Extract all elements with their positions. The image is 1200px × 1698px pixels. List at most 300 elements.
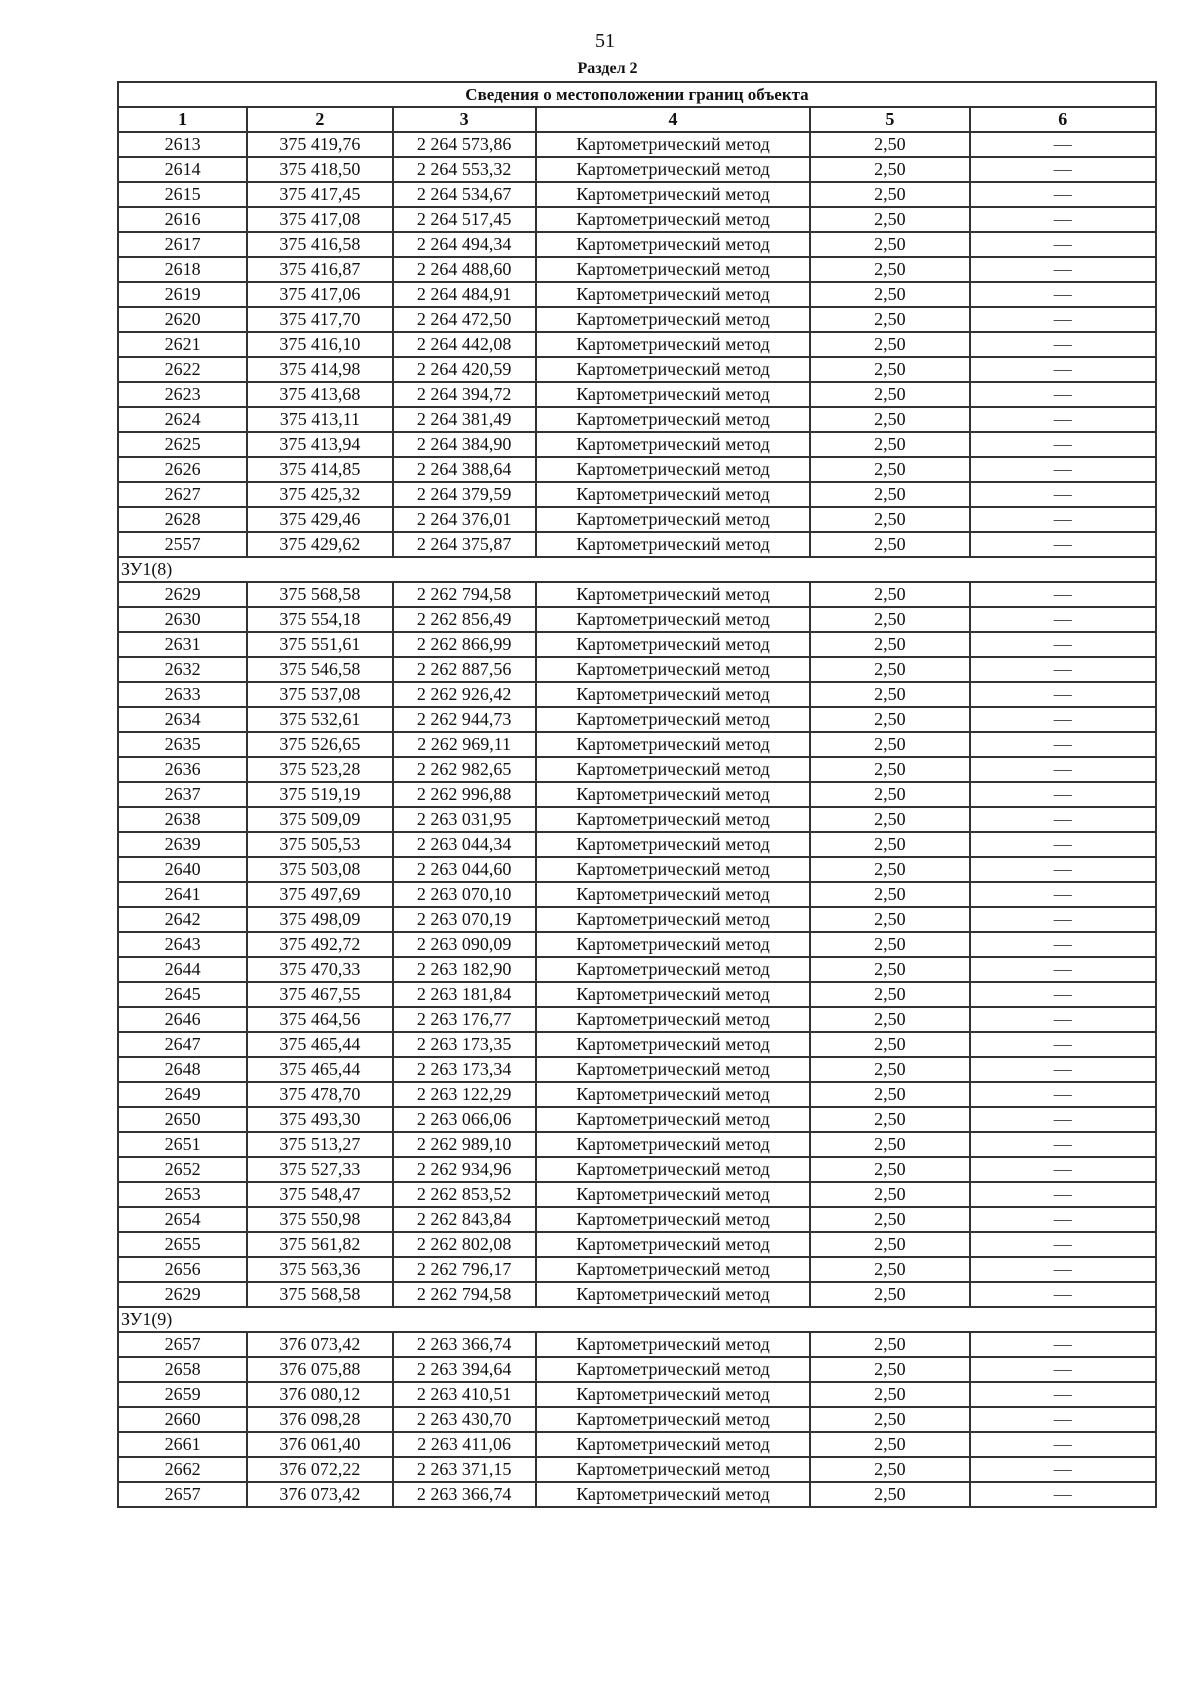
table-row <box>118 1457 1156 1482</box>
accuracy-cell: 2,50 <box>810 307 969 332</box>
table-row <box>118 657 1156 682</box>
description-cell: — <box>970 457 1156 482</box>
table-row <box>118 1257 1156 1282</box>
description-cell: — <box>970 1432 1156 1457</box>
method-cell: Картометрический метод <box>536 1282 811 1307</box>
table-row <box>118 732 1156 757</box>
description-cell: — <box>970 1232 1156 1257</box>
method-cell: Картометрический метод <box>536 482 811 507</box>
point-number-cell: 2656 <box>118 1257 247 1282</box>
accuracy-cell: 2,50 <box>810 332 969 357</box>
accuracy-cell: 2,50 <box>810 757 969 782</box>
description-cell: — <box>970 1457 1156 1482</box>
x-coordinate-cell: 376 072,22 <box>247 1457 392 1482</box>
accuracy-cell: 2,50 <box>810 1232 969 1257</box>
point-number-cell: 2659 <box>118 1382 247 1407</box>
x-coordinate-cell: 375 497,69 <box>247 882 392 907</box>
description-cell: — <box>970 757 1156 782</box>
x-coordinate-cell: 375 414,85 <box>247 457 392 482</box>
x-coordinate-cell: 375 465,44 <box>247 1032 392 1057</box>
parcel-group-row <box>118 557 1156 582</box>
accuracy-cell: 2,50 <box>810 682 969 707</box>
x-coordinate-cell: 375 498,09 <box>247 907 392 932</box>
table-row <box>118 1007 1156 1032</box>
y-coordinate-cell: 2 263 066,06 <box>393 1107 536 1132</box>
point-number-cell: 2620 <box>118 307 247 332</box>
point-number-cell: 2651 <box>118 1132 247 1157</box>
accuracy-cell: 2,50 <box>810 157 969 182</box>
table-row <box>118 157 1156 182</box>
description-cell: — <box>970 157 1156 182</box>
column-header: 5 <box>810 107 969 132</box>
y-coordinate-cell: 2 264 442,08 <box>393 332 536 357</box>
y-coordinate-cell: 2 264 394,72 <box>393 382 536 407</box>
x-coordinate-cell: 375 464,56 <box>247 1007 392 1032</box>
description-cell: — <box>970 1482 1156 1507</box>
x-coordinate-cell: 376 073,42 <box>247 1332 392 1357</box>
point-number-cell: 2640 <box>118 857 247 882</box>
description-cell: — <box>970 682 1156 707</box>
y-coordinate-cell: 2 262 856,49 <box>393 607 536 632</box>
description-cell: — <box>970 1357 1156 1382</box>
accuracy-cell: 2,50 <box>810 707 969 732</box>
point-number-cell: 2638 <box>118 807 247 832</box>
table-row <box>118 982 1156 1007</box>
y-coordinate-cell: 2 264 488,60 <box>393 257 536 282</box>
description-cell: — <box>970 1207 1156 1232</box>
description-cell: — <box>970 332 1156 357</box>
method-cell: Картометрический метод <box>536 957 811 982</box>
x-coordinate-cell: 375 523,28 <box>247 757 392 782</box>
description-cell: — <box>970 982 1156 1007</box>
method-cell: Картометрический метод <box>536 157 811 182</box>
accuracy-cell: 2,50 <box>810 1182 969 1207</box>
table-row <box>118 182 1156 207</box>
y-coordinate-cell: 2 262 794,58 <box>393 582 536 607</box>
description-cell: — <box>970 632 1156 657</box>
point-number-cell: 2634 <box>118 707 247 732</box>
table-row <box>118 1357 1156 1382</box>
y-coordinate-cell: 2 264 375,87 <box>393 532 536 557</box>
method-cell: Картометрический метод <box>536 457 811 482</box>
method-cell: Картометрический метод <box>536 1432 811 1457</box>
method-cell: Картометрический метод <box>536 1107 811 1132</box>
table-row <box>118 1032 1156 1057</box>
method-cell: Картометрический метод <box>536 532 811 557</box>
point-number-cell: 2614 <box>118 157 247 182</box>
y-coordinate-cell: 2 264 553,32 <box>393 157 536 182</box>
x-coordinate-cell: 375 554,18 <box>247 607 392 632</box>
table-row <box>118 1232 1156 1257</box>
table-row <box>118 1382 1156 1407</box>
point-number-cell: 2649 <box>118 1082 247 1107</box>
x-coordinate-cell: 375 416,87 <box>247 257 392 282</box>
accuracy-cell: 2,50 <box>810 432 969 457</box>
description-cell: — <box>970 1282 1156 1307</box>
method-cell: Картометрический метод <box>536 732 811 757</box>
description-cell: — <box>970 1182 1156 1207</box>
y-coordinate-cell: 2 262 843,84 <box>393 1207 536 1232</box>
method-cell: Картометрический метод <box>536 1457 811 1482</box>
method-cell: Картометрический метод <box>536 232 811 257</box>
point-number-cell: 2658 <box>118 1357 247 1382</box>
table-row <box>118 1107 1156 1132</box>
y-coordinate-cell: 2 264 388,64 <box>393 457 536 482</box>
description-cell: — <box>970 932 1156 957</box>
table-row <box>118 957 1156 982</box>
method-cell: Картометрический метод <box>536 582 811 607</box>
description-cell: — <box>970 507 1156 532</box>
method-cell: Картометрический метод <box>536 132 811 157</box>
column-header: 4 <box>536 107 811 132</box>
point-number-cell: 2646 <box>118 1007 247 1032</box>
y-coordinate-cell: 2 262 926,42 <box>393 682 536 707</box>
description-cell: — <box>970 182 1156 207</box>
y-coordinate-cell: 2 263 173,35 <box>393 1032 536 1057</box>
y-coordinate-cell: 2 263 181,84 <box>393 982 536 1007</box>
y-coordinate-cell: 2 264 534,67 <box>393 182 536 207</box>
accuracy-cell: 2,50 <box>810 1057 969 1082</box>
table-caption: Сведения о местоположении границ объекта <box>118 82 1156 107</box>
point-number-cell: 2654 <box>118 1207 247 1232</box>
method-cell: Картометрический метод <box>536 1082 811 1107</box>
x-coordinate-cell: 375 493,30 <box>247 1107 392 1132</box>
point-number-cell: 2636 <box>118 757 247 782</box>
x-coordinate-cell: 375 478,70 <box>247 1082 392 1107</box>
method-cell: Картометрический метод <box>536 1207 811 1232</box>
method-cell: Картометрический метод <box>536 382 811 407</box>
description-cell: — <box>970 207 1156 232</box>
description-cell: — <box>970 482 1156 507</box>
point-number-cell: 2660 <box>118 1407 247 1432</box>
method-cell: Картометрический метод <box>536 182 811 207</box>
y-coordinate-cell: 2 262 802,08 <box>393 1232 536 1257</box>
point-number-cell: 2627 <box>118 482 247 507</box>
x-coordinate-cell: 376 061,40 <box>247 1432 392 1457</box>
accuracy-cell: 2,50 <box>810 1207 969 1232</box>
x-coordinate-cell: 375 526,65 <box>247 732 392 757</box>
x-coordinate-cell: 375 509,09 <box>247 807 392 832</box>
accuracy-cell: 2,50 <box>810 532 969 557</box>
x-coordinate-cell: 375 417,70 <box>247 307 392 332</box>
method-cell: Картометрический метод <box>536 1007 811 1032</box>
description-cell: — <box>970 357 1156 382</box>
table-row <box>118 132 1156 157</box>
x-coordinate-cell: 375 568,58 <box>247 1282 392 1307</box>
column-number-row <box>118 107 1156 132</box>
table-row <box>118 607 1156 632</box>
x-coordinate-cell: 375 417,06 <box>247 282 392 307</box>
method-cell: Картометрический метод <box>536 632 811 657</box>
y-coordinate-cell: 2 262 794,58 <box>393 1282 536 1307</box>
point-number-cell: 2662 <box>118 1457 247 1482</box>
x-coordinate-cell: 375 416,10 <box>247 332 392 357</box>
method-cell: Картометрический метод <box>536 1032 811 1057</box>
description-cell: — <box>970 807 1156 832</box>
method-cell: Картометрический метод <box>536 907 811 932</box>
table-row <box>118 882 1156 907</box>
table-row <box>118 907 1156 932</box>
x-coordinate-cell: 376 098,28 <box>247 1407 392 1432</box>
y-coordinate-cell: 2 262 934,96 <box>393 1157 536 1182</box>
description-cell: — <box>970 1257 1156 1282</box>
x-coordinate-cell: 375 419,76 <box>247 132 392 157</box>
method-cell: Картометрический метод <box>536 1382 811 1407</box>
point-number-cell: 2641 <box>118 882 247 907</box>
description-cell: — <box>970 132 1156 157</box>
point-number-cell: 2642 <box>118 907 247 932</box>
table-row <box>118 232 1156 257</box>
method-cell: Картометрический метод <box>536 782 811 807</box>
x-coordinate-cell: 375 550,98 <box>247 1207 392 1232</box>
method-cell: Картометрический метод <box>536 1157 811 1182</box>
x-coordinate-cell: 375 551,61 <box>247 632 392 657</box>
y-coordinate-cell: 2 264 484,91 <box>393 282 536 307</box>
accuracy-cell: 2,50 <box>810 207 969 232</box>
accuracy-cell: 2,50 <box>810 1032 969 1057</box>
description-cell: — <box>970 707 1156 732</box>
column-header: 1 <box>118 107 247 132</box>
description-cell: — <box>970 782 1156 807</box>
point-number-cell: 2639 <box>118 832 247 857</box>
point-number-cell: 2635 <box>118 732 247 757</box>
description-cell: — <box>970 857 1156 882</box>
table-row <box>118 432 1156 457</box>
point-number-cell: 2653 <box>118 1182 247 1207</box>
x-coordinate-cell: 376 080,12 <box>247 1382 392 1407</box>
description-cell: — <box>970 407 1156 432</box>
point-number-cell: 2626 <box>118 457 247 482</box>
table-row <box>118 307 1156 332</box>
method-cell: Картометрический метод <box>536 307 811 332</box>
x-coordinate-cell: 375 467,55 <box>247 982 392 1007</box>
method-cell: Картометрический метод <box>536 1482 811 1507</box>
y-coordinate-cell: 2 263 176,77 <box>393 1007 536 1032</box>
table-row <box>118 457 1156 482</box>
table-row <box>118 1332 1156 1357</box>
y-coordinate-cell: 2 263 411,06 <box>393 1432 536 1457</box>
description-cell: — <box>970 1407 1156 1432</box>
accuracy-cell: 2,50 <box>810 1382 969 1407</box>
point-number-cell: 2615 <box>118 182 247 207</box>
y-coordinate-cell: 2 263 182,90 <box>393 957 536 982</box>
y-coordinate-cell: 2 262 866,99 <box>393 632 536 657</box>
description-cell: — <box>970 582 1156 607</box>
point-number-cell: 2657 <box>118 1332 247 1357</box>
x-coordinate-cell: 375 418,50 <box>247 157 392 182</box>
description-cell: — <box>970 1107 1156 1132</box>
table-body <box>118 132 1156 1507</box>
description-cell: — <box>970 907 1156 932</box>
point-number-cell: 2613 <box>118 132 247 157</box>
page-number: 51 <box>595 30 615 52</box>
point-number-cell: 2621 <box>118 332 247 357</box>
method-cell: Картометрический метод <box>536 757 811 782</box>
accuracy-cell: 2,50 <box>810 1282 969 1307</box>
table-row <box>118 1407 1156 1432</box>
method-cell: Картометрический метод <box>536 682 811 707</box>
table-row <box>118 532 1156 557</box>
point-number-cell: 2644 <box>118 957 247 982</box>
x-coordinate-cell: 376 075,88 <box>247 1357 392 1382</box>
table-row <box>118 782 1156 807</box>
table-row <box>118 807 1156 832</box>
method-cell: Картометрический метод <box>536 607 811 632</box>
method-cell: Картометрический метод <box>536 507 811 532</box>
y-coordinate-cell: 2 263 044,34 <box>393 832 536 857</box>
table-row <box>118 282 1156 307</box>
method-cell: Картометрический метод <box>536 282 811 307</box>
x-coordinate-cell: 375 413,11 <box>247 407 392 432</box>
accuracy-cell: 2,50 <box>810 882 969 907</box>
table-row <box>118 757 1156 782</box>
method-cell: Картометрический метод <box>536 407 811 432</box>
accuracy-cell: 2,50 <box>810 632 969 657</box>
y-coordinate-cell: 2 262 944,73 <box>393 707 536 732</box>
method-cell: Картометрический метод <box>536 882 811 907</box>
method-cell: Картометрический метод <box>536 257 811 282</box>
point-number-cell: 2616 <box>118 207 247 232</box>
table-row <box>118 407 1156 432</box>
description-cell: — <box>970 432 1156 457</box>
method-cell: Картометрический метод <box>536 982 811 1007</box>
y-coordinate-cell: 2 262 887,56 <box>393 657 536 682</box>
x-coordinate-cell: 375 561,82 <box>247 1232 392 1257</box>
accuracy-cell: 2,50 <box>810 957 969 982</box>
x-coordinate-cell: 375 417,08 <box>247 207 392 232</box>
description-cell: — <box>970 882 1156 907</box>
point-number-cell: 2645 <box>118 982 247 1007</box>
x-coordinate-cell: 375 465,44 <box>247 1057 392 1082</box>
table-row <box>118 932 1156 957</box>
y-coordinate-cell: 2 262 796,17 <box>393 1257 536 1282</box>
description-cell: — <box>970 532 1156 557</box>
accuracy-cell: 2,50 <box>810 407 969 432</box>
accuracy-cell: 2,50 <box>810 1157 969 1182</box>
point-number-cell: 2624 <box>118 407 247 432</box>
x-coordinate-cell: 375 568,58 <box>247 582 392 607</box>
table-row <box>118 857 1156 882</box>
description-cell: — <box>970 1057 1156 1082</box>
table-row <box>118 207 1156 232</box>
point-number-cell: 2629 <box>118 582 247 607</box>
y-coordinate-cell: 2 263 044,60 <box>393 857 536 882</box>
method-cell: Картометрический метод <box>536 1407 811 1432</box>
method-cell: Картометрический метод <box>536 432 811 457</box>
accuracy-cell: 2,50 <box>810 357 969 382</box>
boundary-coordinates-table <box>117 81 1157 1508</box>
table-row <box>118 707 1156 732</box>
accuracy-cell: 2,50 <box>810 1357 969 1382</box>
y-coordinate-cell: 2 263 031,95 <box>393 807 536 832</box>
x-coordinate-cell: 375 416,58 <box>247 232 392 257</box>
y-coordinate-cell: 2 263 173,34 <box>393 1057 536 1082</box>
x-coordinate-cell: 375 429,46 <box>247 507 392 532</box>
description-cell: — <box>970 382 1156 407</box>
table-row <box>118 1482 1156 1507</box>
point-number-cell: 2618 <box>118 257 247 282</box>
point-number-cell: 2637 <box>118 782 247 807</box>
accuracy-cell: 2,50 <box>810 907 969 932</box>
description-cell: — <box>970 1007 1156 1032</box>
table-row <box>118 682 1156 707</box>
x-coordinate-cell: 375 492,72 <box>247 932 392 957</box>
accuracy-cell: 2,50 <box>810 1257 969 1282</box>
parcel-group-row <box>118 1307 1156 1332</box>
accuracy-cell: 2,50 <box>810 857 969 882</box>
point-number-cell: 2657 <box>118 1482 247 1507</box>
accuracy-cell: 2,50 <box>810 807 969 832</box>
point-number-cell: 2631 <box>118 632 247 657</box>
point-number-cell: 2623 <box>118 382 247 407</box>
point-number-cell: 2648 <box>118 1057 247 1082</box>
method-cell: Картометрический метод <box>536 932 811 957</box>
y-coordinate-cell: 2 262 853,52 <box>393 1182 536 1207</box>
y-coordinate-cell: 2 262 982,65 <box>393 757 536 782</box>
y-coordinate-cell: 2 263 410,51 <box>393 1382 536 1407</box>
table-row <box>118 382 1156 407</box>
x-coordinate-cell: 375 425,32 <box>247 482 392 507</box>
x-coordinate-cell: 375 413,68 <box>247 382 392 407</box>
point-number-cell: 2647 <box>118 1032 247 1057</box>
method-cell: Картометрический метод <box>536 1257 811 1282</box>
section-title: Раздел 2 <box>577 60 638 77</box>
x-coordinate-cell: 375 513,27 <box>247 1132 392 1157</box>
y-coordinate-cell: 2 263 090,09 <box>393 932 536 957</box>
y-coordinate-cell: 2 264 381,49 <box>393 407 536 432</box>
table-row <box>118 332 1156 357</box>
table-row <box>118 1432 1156 1457</box>
table-row <box>118 1082 1156 1107</box>
x-coordinate-cell: 375 470,33 <box>247 957 392 982</box>
table-row <box>118 507 1156 532</box>
x-coordinate-cell: 376 073,42 <box>247 1482 392 1507</box>
description-cell: — <box>970 732 1156 757</box>
y-coordinate-cell: 2 263 366,74 <box>393 1482 536 1507</box>
accuracy-cell: 2,50 <box>810 457 969 482</box>
x-coordinate-cell: 375 532,61 <box>247 707 392 732</box>
column-header: 2 <box>247 107 392 132</box>
accuracy-cell: 2,50 <box>810 482 969 507</box>
point-number-cell: 2628 <box>118 507 247 532</box>
y-coordinate-cell: 2 263 366,74 <box>393 1332 536 1357</box>
y-coordinate-cell: 2 263 070,19 <box>393 907 536 932</box>
y-coordinate-cell: 2 263 430,70 <box>393 1407 536 1432</box>
table-row <box>118 832 1156 857</box>
table-row <box>118 1207 1156 1232</box>
method-cell: Картометрический метод <box>536 657 811 682</box>
accuracy-cell: 2,50 <box>810 1132 969 1157</box>
x-coordinate-cell: 375 503,08 <box>247 857 392 882</box>
description-cell: — <box>970 1382 1156 1407</box>
accuracy-cell: 2,50 <box>810 1407 969 1432</box>
accuracy-cell: 2,50 <box>810 182 969 207</box>
method-cell: Картометрический метод <box>536 1232 811 1257</box>
y-coordinate-cell: 2 262 969,11 <box>393 732 536 757</box>
accuracy-cell: 2,50 <box>810 782 969 807</box>
point-number-cell: 2655 <box>118 1232 247 1257</box>
description-cell: — <box>970 1157 1156 1182</box>
method-cell: Картометрический метод <box>536 1357 811 1382</box>
x-coordinate-cell: 375 519,19 <box>247 782 392 807</box>
point-number-cell: 2650 <box>118 1107 247 1132</box>
y-coordinate-cell: 2 263 070,10 <box>393 882 536 907</box>
accuracy-cell: 2,50 <box>810 932 969 957</box>
point-number-cell: 2622 <box>118 357 247 382</box>
x-coordinate-cell: 375 548,47 <box>247 1182 392 1207</box>
table-row <box>118 582 1156 607</box>
description-cell: — <box>970 957 1156 982</box>
